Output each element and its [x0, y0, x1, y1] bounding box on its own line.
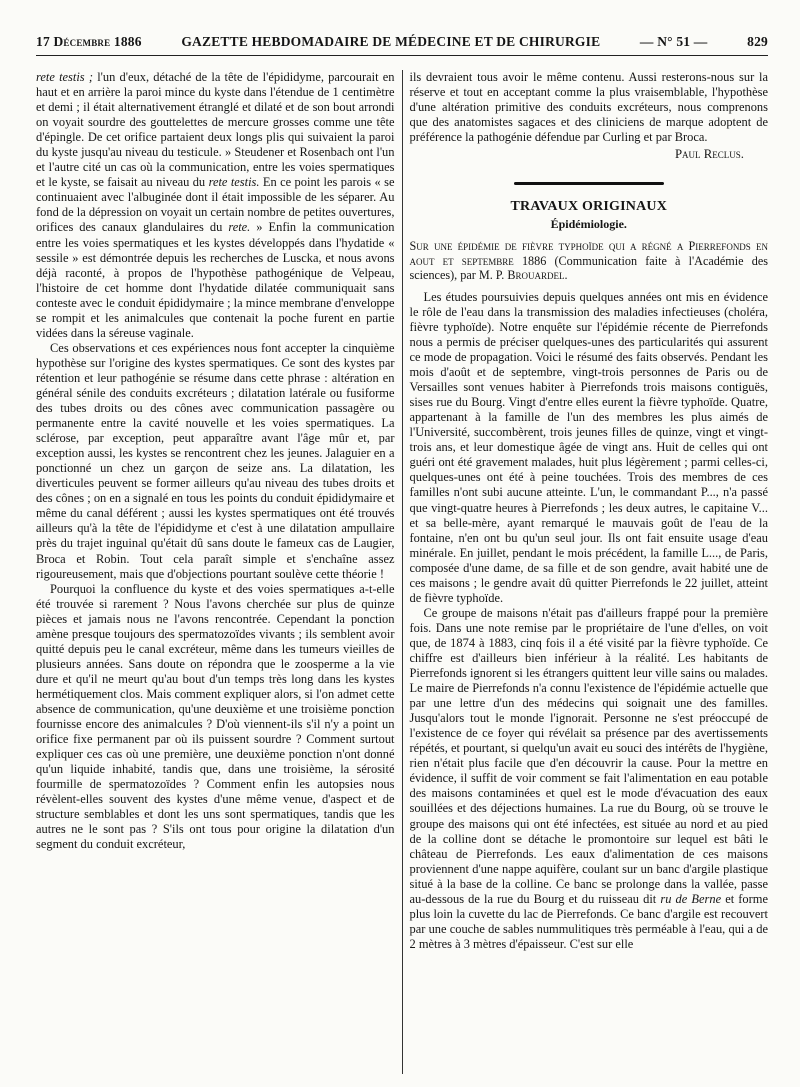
text-run: et forme plus loin la cuvette du lac de Pierrefonds. Ce banc d'argile est recouvert par une couche de sables nummulitiques très perméable à l'eau, qui a de 2 mètres à 3 mètres d'épaisseur. C'est sur elle [409, 891, 768, 951]
italic-term: rete testis. [208, 175, 260, 190]
right-column [408, 70, 769, 1074]
paragraph: Ces observations et ces expériences nous font accepter la cinquième hypothèse sur l'origine des kystes spermatiques. Ce sont des kystes par rétention et leur pathogénie se résume dans cette phrase : altération en général sénile des conduits excréteurs ; dilatation latérale ou fusiforme des tubes droits ou des cônes avec communication passagère ou permanente entre la cavité nouvelle et les voies spermatiques. La sclérose, par exception, peut apparaître avant l'âge mûr et, par exception aussi, les kystes se rencontrent chez les jeunes. Jalaguier en a ponctionné un chez un garçon de seize ans. La dilatation, les diverticules peuvent se former ailleurs qu'au niveau des tubes droits et des cônes ; on en a signalé en tous les points du conduit épididymaire et même du canal déférent ; aussi les kystes spermatiques ont été trouvés ailleurs qu'à la tête de l'épididyme et c'est à une dilatation ampullaire près du trajet inguinal qu'était dû sans doute le fameux cas de Laugier, Broca et Robin. Tout cela paraît simple et s'enchaîne assez rigoureusement, mais que d'objections pourtant soulève cette théorie ! [36, 340, 395, 581]
article-title-note: (Communication faite à l'Académie des sciences), par M. P. [409, 253, 768, 283]
newspaper-page [36, 34, 768, 1074]
author-signature: Paul Reclus. [674, 147, 744, 162]
text-run: l'un d'eux, détaché de la tête de l'épididyme, parcourait en haut et en arrière la paroi mince du kyste dans l'étendue de 1 centimètre et demi ; il était alternativement étranglé et dilaté et de son bout arrondi on voyait sourdre des gouttelettes de mercure grosses comme une tête d'épingle. De cet orifice partaient deux longs plis qui suivaient la paroi du kyste jusqu'au niveau du testicule. » Steudener et Rosenbach ont l'un et l'autre cité un cas où la communication, entre les voies spermatiques et le kyste, se faisait au niveau du [36, 70, 395, 190]
italic-term: rete testis ; [36, 70, 93, 84]
journal-title: GAZETTE HEBDOMADAIRE DE MÉDECINE ET DE CHIRURGIE [181, 34, 601, 49]
section-title: TRAVAUX ORIGINAUX [510, 199, 668, 215]
paragraph [36, 70, 395, 341]
page-number: 829 [747, 34, 768, 49]
paragraph [410, 606, 769, 952]
issue-date: 17 Décembre 1886 [36, 34, 142, 49]
article-author: Brouardel. [507, 268, 568, 283]
article-title-main: Sur une épidémie de fièvre typhoïde qui a régné a Pierrefonds en aout et septembre 1886 [409, 239, 768, 268]
paragraph: Pourquoi la confluence du kyste et des voies spermatiques a-t-elle été trouvée si rarement ? Nous l'avons cherchée sur plus de quinze pièces et jamais nous ne l'avons rencontrée. Cependant la ponction amène presque toujours des spermatozoïdes vivants ; ils semblent avoir quitté depuis peu le canal excréteur, même dans les tumeurs vieilles de plusieurs années. Sans doute on répondra que le zoosperme a la vie dure et qu'il ne meurt qu'au bout d'un temps très long dans les kystes hermétiquement clos. Mais comment expliquer alors, si l'on admet cette absence de communication, qu'une deuxième et une troisième ponction fournisse encore des animalcules ? D'où viennent-ils s'il n'y a point un orifice fixe permanent par où ils puissent sourdre ? Comment surtout expliquer ces cas où une première, une deuxième ponction n'ont donné qu'un liquide inhabité, tandis que, dans une troisième, la sérosité fourmille de spermatozoïdes ? Comment enfin les autopsies nous révèlent-elles souvent des kystes d'une même venue, d'aspect et de structure semblables et dont les uns sont spermatiques, tandis que les autres ne le sont pas ? S'ils ont tous pour origine la dilatation d'un segment du conduit excréteur, [36, 581, 395, 852]
subsection-title: Épidémiologie. [550, 217, 627, 232]
text-run: En ce point les parois « se continuaient avec l'albuginée dont il était impossible de les séparer. Au fond de la dépression on voyait un certain nombre de petites ouvertures, orifices des canaux glandulaires du [36, 175, 395, 235]
section-separator [514, 182, 664, 185]
text-run: Ce groupe de maisons n'était pas d'ailleurs frappé pour la première fois. Dans une note remise par le propriétaire de l'une d'elles, on voit que, de 1874 à 1883, cinq fois il a été visité par la fièvre typhoïde. Ce chiffre est d'ailleurs bien inférieur à la réalité. Les habitants de Pierrefonds ignorent si les étrangers quittent leur ville sains ou malades. Le maire de Pierrefonds n'a connu l'existence de l'épidémie actuelle que par une lettre d'un des médecins qui soignait une des familles. Jusqu'alors tout le monde l'ignorait. Personne ne s'est préoccupé de l'existence de ce foyer qui révélait sa présence par des avertissements répétés, et pourtant, si quelqu'un avait eu souci des intérêts de l'hygiène, rien n'était plus facile que d'en découvrir la cause. Pour la mettre en évidence, il suffit de voir comment se fait l'alimentation en eau potable des maisons contaminées et quel est le mode d'évacuation des eaux souillées et des déjections humaines. La rue du Bourg, où se trouve le groupe des maisons qui ont été infectées, est située au nord et au pied de la colline dont se détache le promontoire sur lequel est bâti le château de Pierrefonds. Les eaux d'alimentation de ces maisons proviennent d'une nappe aquifère, coulant sur un banc d'argile plastique situé à la base de la colline. Ce banc se prolonge dans la vallée, passe au-dessous de la rue du Bourg et du ruisseau dit [409, 605, 768, 906]
paragraph: Les études poursuivies depuis quelques années ont mis en évidence le rôle de l'eau dans la transmission des maladies infectieuses (choléra, fièvre typhoïde). Notre enquête sur l'épidémie récente de Pierrefonds nous a permis de préciser quelques-unes des particularités qui assurent ce mode de propagation. Voici le résumé des faits observés. Pendant les mois d'août et de septembre, vingt-trois personnes de Paris ou de Versailles sont venues habiter à Pierrefonds trois maisons contiguës, sises rue du Bourg. Vingt d'entre elles eurent la fièvre typhoïde. Quatre, appartenant à la famille de l'un des membres les plus aimés de l'Université, succombèrent, trois jeunes filles de quinze, vingt et vingt-trois ans, et leur domestique âgée de vingt ans. Huit de celles qui ont guéri ont été gravement malades, huit plus légèrement ; parmi celles-ci, quelques-unes ont été à peine touchées. Trois des membres de ces familles n'ont subi aucune atteinte. L'un, le commandant P..., n'a passé que vingt-quatre heures à Pierrefonds ; les deux autres, le capitaine V... et sa belle-mère, ayant remarqué le mauvais goût de l'eau de la fontaine, n'en ont bu qu'un seul jour. Ils ont fait ensuite usage d'eau minérale. En juillet, pendant le mois précédent, la famille L..., de Paris, composée d'une dame, de sa fille et de son gendre, avait habité une de ces maisons ; le gendre avait dû quitter Pierrefonds le 22 juillet, atteint de fièvre typhoïde. [409, 289, 768, 605]
page-header [36, 34, 768, 56]
article-title [410, 239, 769, 283]
italic-term: ru de Berne [660, 891, 722, 906]
text-run: » Enfin la communication entre les voies spermatiques et les kystes développés dans l'hydatide « sessile » est démontrée depuis les recherches de Luscka, et nous avons déjà raconté, à propos de l'hypothèse pathogénique de Velpeau, l'histoire de cet homme dont l'hydatide dilatée communiquait sans conteste avec le conduit épididymaire ; la mince membrane d'enveloppe se rompit et les animalcules que contenait la poche furent en partie vidées dans la séreuse vaginale. [36, 220, 395, 340]
text-columns [36, 70, 768, 1074]
left-column [36, 70, 397, 1074]
column-divider [402, 70, 403, 1074]
italic-term: rete. [228, 220, 251, 235]
issue-number: — N° 51 — [639, 34, 708, 49]
paragraph: ils devraient tous avoir le même contenu. Aussi resterons-nous sur la réserve et tout en acceptant comme la plus vraisemblable, l'hypothèse d'une altération primitive des conduits excréteurs, nous comprenons que des anatomistes sagaces et des cliniciens de marque adoptent de préférence la pathogénie défendue par Curling et par Broca. [409, 70, 768, 145]
